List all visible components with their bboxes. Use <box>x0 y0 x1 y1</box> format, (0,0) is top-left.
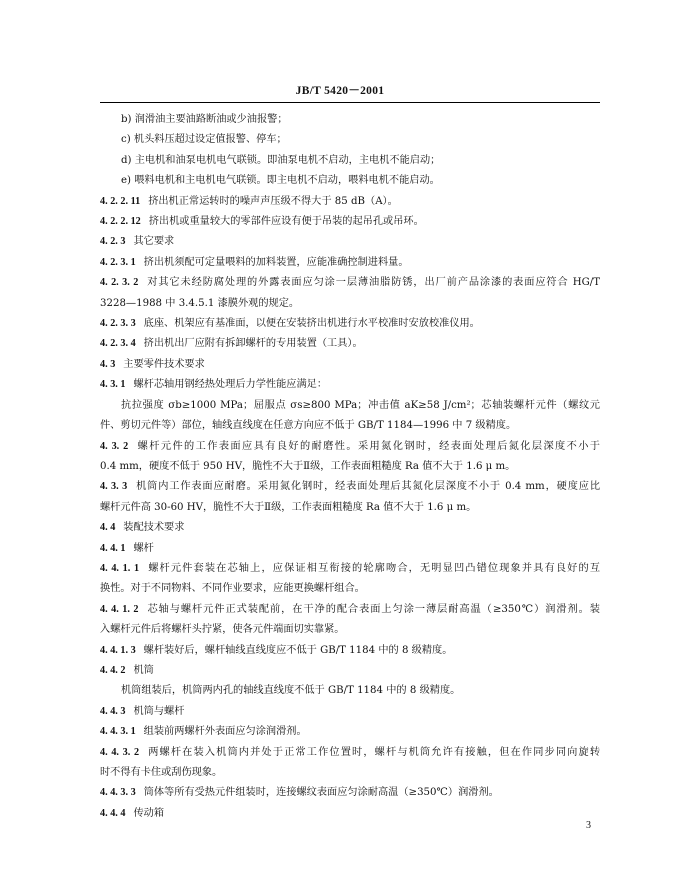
clause-line <box>100 702 600 722</box>
text-line <box>100 171 600 191</box>
text-line <box>100 457 600 477</box>
clause-line <box>100 253 600 273</box>
clause-text: 挤出机出厂应附有拆卸螺杆的专用装置（工具）。 <box>143 338 363 350</box>
clause-text: 对其它未经防腐处理的外露表面应匀涂一层薄油脂防锈，出厂前产品涂漆的表面应符合 HG/T <box>146 277 600 289</box>
clause-number: 4. 3. 2 <box>100 440 129 452</box>
clause-line <box>100 212 600 232</box>
clause-line <box>100 232 600 252</box>
clause-text: 机筒组装后，机筒两内孔的轴线直线度不低于 GB/T 1184 中的 8 级精度。 <box>121 685 461 697</box>
text-line <box>100 294 600 314</box>
clause-line <box>100 375 600 395</box>
clause-text: 螺杆装好后，螺杆轴线直线度应不低于 GB/T 1184 中的 8 级精度。 <box>143 644 453 656</box>
clause-line <box>100 783 600 803</box>
clause-number: 4. 4. 1 <box>100 542 126 554</box>
clause-line <box>100 192 600 212</box>
clause-line <box>100 722 600 742</box>
clause-text: 挤出机或重量较大的零部件应设有便于吊装的起吊孔或吊环。 <box>148 216 424 228</box>
clause-line <box>100 641 600 661</box>
clause-number: 4. 4. 3. 2 <box>100 746 140 758</box>
clause-line <box>100 600 600 620</box>
clause-line <box>100 437 600 457</box>
text-line <box>100 151 600 171</box>
clause-text: 螺杆 <box>133 542 154 554</box>
clause-line <box>100 314 600 334</box>
clause-text: 螺杆元件的工作表面应具有良好的耐磨性。采用氮化钢时，经表面处理后氮化层深度不小于 <box>136 440 600 452</box>
clause-text: 机筒 <box>133 664 154 676</box>
clause-text: e) 喂料电机和主电机电气联锁。即主电机不启动，喂料电机不能启动。 <box>121 175 440 187</box>
clause-number: 4. 4. 1. 3 <box>100 644 136 656</box>
clause-number: 4. 4. 3. 1 <box>100 726 136 738</box>
clause-text: 两螺杆在装入机筒内并处于正常工作位置时，螺杆与机筒允许有接触，但在作同步同向旋转 <box>147 746 600 758</box>
clause-text: 主要零件技术要求 <box>123 358 205 370</box>
clause-number: 4. 3 <box>100 358 116 370</box>
clause-number: 4. 4. 1. 2 <box>100 603 139 615</box>
clause-line <box>100 355 600 375</box>
clause-text: 机筒与螺杆 <box>133 705 185 717</box>
clause-line <box>100 559 600 579</box>
clause-text: 螺杆元件高 30-60 HV，脆性不大于Ⅱ级，工作表面粗糙度 Ra 值不大于 1.6 μ m。 <box>100 501 477 513</box>
clause-number: 4. 2. 3. 3 <box>100 318 136 330</box>
text-line <box>100 579 600 599</box>
clause-line <box>100 539 600 559</box>
clause-number: 4. 3. 1 <box>100 379 126 391</box>
clause-number: 4. 2. 3. 2 <box>100 277 139 289</box>
page-number: 3 <box>586 820 591 831</box>
clause-number: 4. 4. 3. 3 <box>100 787 136 799</box>
clause-text: 其它要求 <box>133 236 175 248</box>
clause-text: 抗拉强度 σb≥1000 MPa；屈服点 σs≥800 MPa；冲击值 aK≥58 J/cm²；芯轴装螺杆元件（螺纹元 <box>121 399 600 411</box>
clause-line <box>100 804 600 824</box>
clause-text: 组装前两螺杆外表面应匀涂润滑剂。 <box>143 726 307 738</box>
text-line <box>100 763 600 783</box>
clause-text: 件、剪切元件等）部位，轴线直线度在任意方向应不低于 GB/T 1184—1996 中 7 级精度。 <box>100 420 517 432</box>
clause-line <box>100 661 600 681</box>
clause-number: 4. 4. 4 <box>100 807 126 819</box>
text-line <box>100 681 600 701</box>
clause-text: c) 机头料压超过设定值报警、停车； <box>121 134 287 146</box>
clause-text: 芯轴与螺杆元件正式装配前，在干净的配合表面上匀涂一薄层耐高温（≥350℃）润滑剂。装 <box>146 603 600 615</box>
clause-text: d) 主电机和油泵电机电气联锁。即油泵电机不启动，主电机不能启动； <box>121 154 441 166</box>
clause-text: 底座、机架应有基准面，以便在安装挤出机进行水平校准时安放校准仪用。 <box>143 318 480 330</box>
text-line <box>100 130 600 150</box>
clause-line <box>100 477 600 497</box>
clause-text: 换性。对于不同物料、不同作业要求，应能更换螺杆组合。 <box>100 583 365 595</box>
clause-text: 装配技术要求 <box>123 522 185 534</box>
clause-text: 0.4 mm，硬度不低于 950 HV，脆性不大于Ⅱ级，工作表面粗糙度 Ra 值不大于 1.6 μ m。 <box>100 460 516 472</box>
clause-number: 4. 4. 2 <box>100 664 126 676</box>
text-line <box>100 620 600 640</box>
clause-number: 4. 2. 3. 1 <box>100 256 136 268</box>
clause-text: 挤出机须配可定量喂料的加料装置，应能准确控制进料量。 <box>143 256 409 268</box>
clause-number: 4. 4 <box>100 522 116 534</box>
clause-number: 4. 4. 1. 1 <box>100 562 140 574</box>
clause-text: 螺杆芯轴用钢经热处理后力学性能应满足： <box>133 379 328 391</box>
text-line <box>100 110 600 130</box>
header-rule <box>100 102 600 103</box>
clause-number: 4. 2. 3 <box>100 236 126 248</box>
clause-text: 机筒内工作表面应耐磨。采用氮化钢时，经表面处理后其氮化层深度不小于 0.4 mm，硬度应比 <box>135 481 600 493</box>
text-line <box>100 396 600 416</box>
clause-text: 挤出机正常运转时的噪声声压级不得大于 85 dB（A）。 <box>148 195 398 207</box>
clause-line <box>100 273 600 293</box>
clause-text: 传动箱 <box>133 807 165 819</box>
document-body <box>100 110 600 824</box>
clause-text: 螺杆元件套装在芯轴上，应保证相互衔接的轮廓吻合，无明显凹凸错位现象并具有良好的互 <box>147 562 600 574</box>
clause-text: 3228—1988 中 3.4.5.1 漆膜外观的规定。 <box>100 297 300 309</box>
clause-text: b) 润滑油主要油路断油或少油报警； <box>121 114 288 125</box>
clause-text: 筒体等所有受热元件组装时，连接螺纹表面应匀涂耐高温（≥350℃）润滑剂。 <box>143 787 499 799</box>
text-line <box>100 416 600 436</box>
clause-number: 4. 2. 2. 12 <box>100 216 141 228</box>
clause-text: 入螺杆元件后将螺杆头拧紧，使各元件端面切实靠紧。 <box>100 624 345 636</box>
document-header: JB/T 5420－2001 <box>295 85 385 97</box>
clause-line <box>100 518 600 538</box>
clause-line <box>100 743 600 763</box>
clause-text: 时不得有卡住或刮伤现象。 <box>100 767 223 778</box>
clause-number: 4. 3. 3 <box>100 481 128 493</box>
text-line <box>100 498 600 518</box>
clause-number: 4. 2. 2. 11 <box>100 195 141 207</box>
clause-number: 4. 2. 3. 4 <box>100 338 136 350</box>
clause-line <box>100 334 600 354</box>
clause-number: 4. 4. 3 <box>100 705 126 717</box>
